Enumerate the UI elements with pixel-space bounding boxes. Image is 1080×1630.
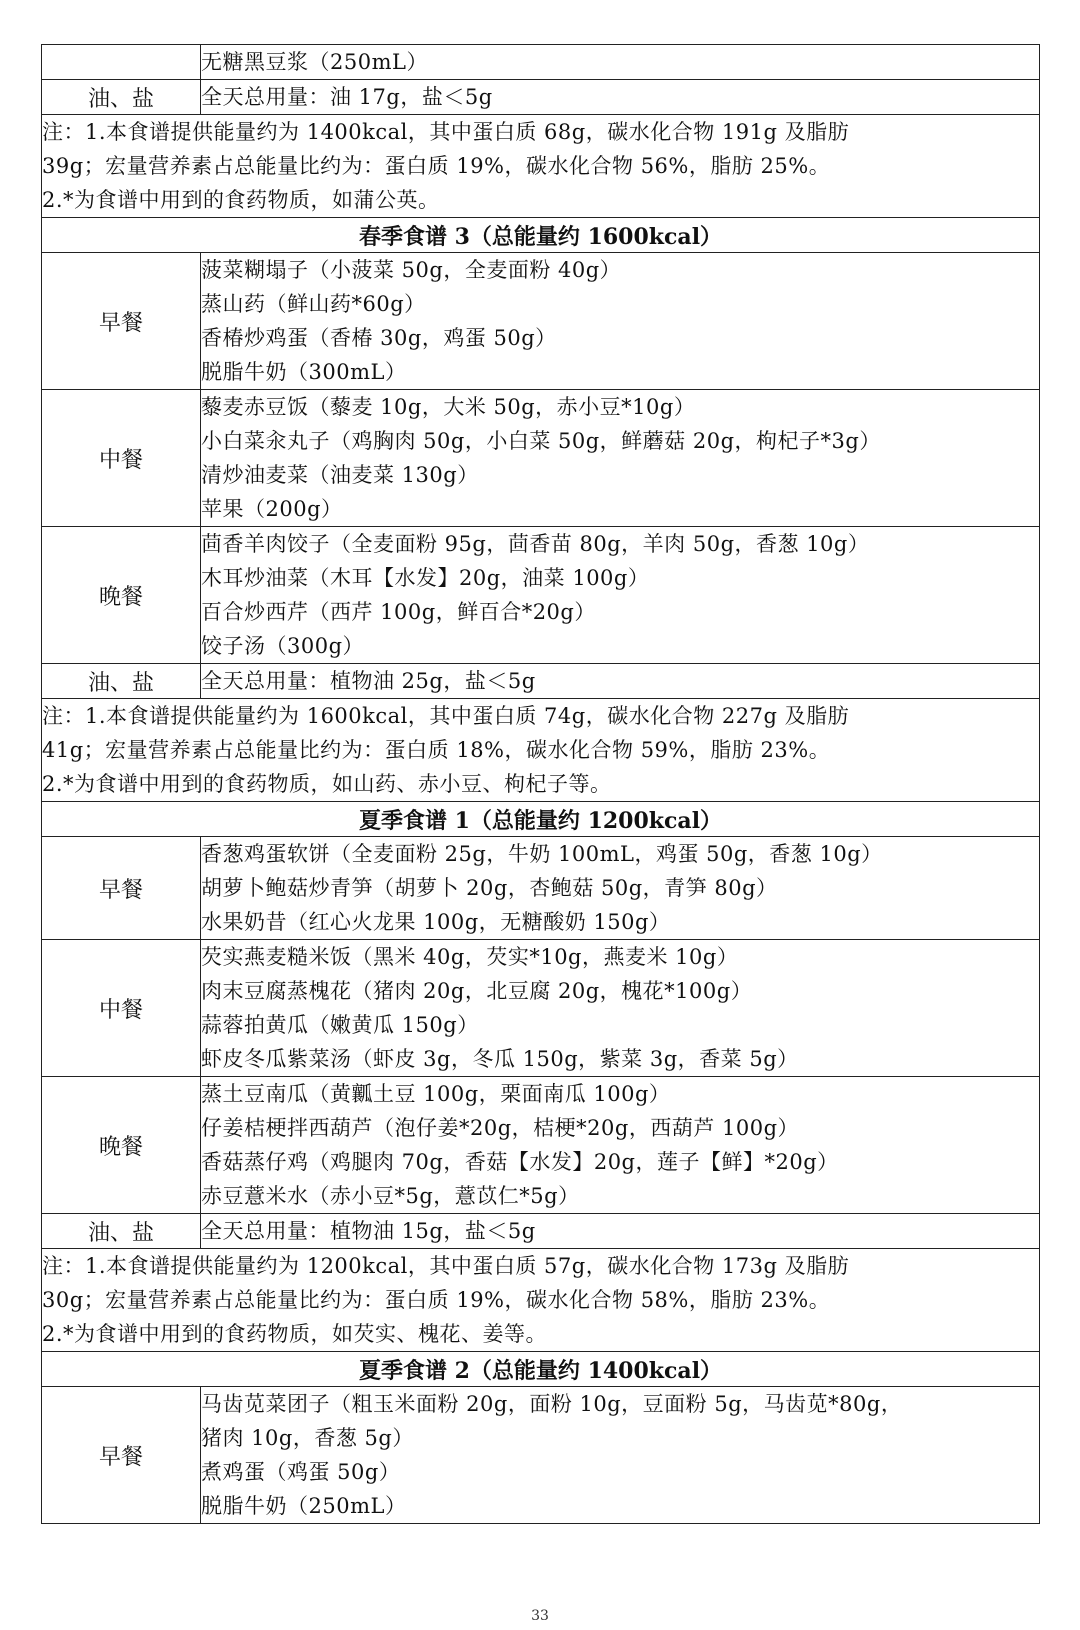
meal-label-breakfast: 早餐: [42, 1387, 201, 1524]
table-row: [42, 527, 1040, 664]
note-row: [42, 1249, 1040, 1352]
section-header-row: [42, 218, 1040, 253]
dish-line: 苹果（200g）: [201, 497, 343, 521]
recipe-table: [41, 44, 1040, 1524]
table-row: [42, 940, 1040, 1077]
table-row: [42, 1077, 1040, 1214]
note-line: 注：1.本食谱提供能量约为 1600kcal，其中蛋白质 74g，碳水化合物 227g 及脂肪: [42, 704, 850, 728]
note-row: [42, 115, 1040, 218]
note-cell: [42, 1249, 1040, 1352]
dish-line: 茴香羊肉饺子（全麦面粉 95g，茴香苗 80g，羊肉 50g，香葱 10g）: [201, 532, 870, 556]
meal-label-lunch: 中餐: [42, 390, 201, 527]
meal-label-breakfast: 早餐: [42, 837, 201, 940]
dish-line: 全天总用量：植物油 15g，盐＜5g: [201, 1219, 536, 1243]
section-header: 夏季食谱 2（总能量约 1400kcal）: [42, 1352, 1040, 1387]
dish-line: 菠菜糊塌子（小菠菜 50g，全麦面粉 40g）: [201, 258, 622, 282]
table-row: [42, 45, 1040, 80]
note-cell: [42, 699, 1040, 802]
meal-label-dinner: 晚餐: [42, 527, 201, 664]
table-row: [42, 837, 1040, 940]
dish-line: 小白菜汆丸子（鸡胸肉 50g，小白菜 50g，鲜蘑菇 20g，枸杞子*3g）: [201, 429, 881, 453]
row-content: [201, 837, 1040, 940]
table-row: [42, 664, 1040, 699]
row-content: [201, 664, 1040, 699]
dish-line: 香椿炒鸡蛋（香椿 30g，鸡蛋 50g）: [201, 326, 557, 350]
section-header: 春季食谱 3（总能量约 1600kcal）: [42, 218, 1040, 253]
dish-line: 水果奶昔（红心火龙果 100g，无糖酸奶 150g）: [201, 910, 671, 934]
row-content: [201, 253, 1040, 390]
row-content: [201, 1387, 1040, 1524]
note-line: 2.*为食谱中用到的食药物质，如芡实、槐花、姜等。: [42, 1322, 548, 1346]
dish-line: 蒸山药（鲜山药*60g）: [201, 292, 426, 316]
dish-line: 仔姜桔梗拌西葫芦（泡仔姜*20g，桔梗*20g，西葫芦 100g）: [201, 1116, 800, 1140]
dish-line: 脱脂牛奶（250mL）: [201, 1494, 407, 1518]
dish-line: 无糖黑豆浆（250mL）: [201, 50, 428, 74]
table-row: [42, 253, 1040, 390]
dish-line: 蒜蓉拍黄瓜（嫩黄瓜 150g）: [201, 1013, 479, 1037]
dish-line: 木耳炒油菜（木耳【水发】20g，油菜 100g）: [201, 566, 650, 590]
dish-line: 虾皮冬瓜紫菜汤（虾皮 3g，冬瓜 150g，紫菜 3g，香菜 5g）: [201, 1047, 799, 1071]
dish-line: 赤豆薏米水（赤小豆*5g，薏苡仁*5g）: [201, 1184, 580, 1208]
dish-line: 煮鸡蛋（鸡蛋 50g）: [201, 1460, 401, 1484]
note-line: 39g；宏量营养素占总能量比约为：蛋白质 19%，碳水化合物 56%，脂肪 25%。: [42, 154, 831, 178]
table-row: [42, 1387, 1040, 1524]
row-label: 油、盐: [42, 80, 201, 115]
row-content: [201, 940, 1040, 1077]
row-content: [201, 1214, 1040, 1249]
dish-line: 饺子汤（300g）: [201, 634, 365, 658]
dish-line: 香葱鸡蛋软饼（全麦面粉 25g，牛奶 100mL，鸡蛋 50g，香葱 10g）: [201, 842, 883, 866]
meal-label-breakfast: 早餐: [42, 253, 201, 390]
table-row: [42, 390, 1040, 527]
section-header-row: [42, 802, 1040, 837]
note-row: [42, 699, 1040, 802]
dish-line: 马齿苋菜团子（粗玉米面粉 20g，面粉 10g，豆面粉 5g，马齿苋*80g，: [201, 1392, 903, 1416]
dish-line: 全天总用量：油 17g，盐＜5g: [201, 85, 493, 109]
note-line: 41g；宏量营养素占总能量比约为：蛋白质 18%，碳水化合物 59%，脂肪 23%。: [42, 738, 831, 762]
meal-label-dinner: 晚餐: [42, 1077, 201, 1214]
note-line: 2.*为食谱中用到的食药物质，如蒲公英。: [42, 188, 440, 212]
note-line: 2.*为食谱中用到的食药物质，如山药、赤小豆、枸杞子等。: [42, 772, 612, 796]
row-content: [201, 80, 1040, 115]
table-row: [42, 80, 1040, 115]
row-content: [201, 527, 1040, 664]
dish-line: 清炒油麦菜（油麦菜 130g）: [201, 463, 479, 487]
page-number: 33: [531, 1608, 549, 1624]
dish-line: 脱脂牛奶（300mL）: [201, 360, 407, 384]
meal-label-oil-salt: 油、盐: [42, 1214, 201, 1249]
meal-label-lunch: 中餐: [42, 940, 201, 1077]
dish-line: 芡实燕麦糙米饭（黑米 40g，芡实*10g，燕麦米 10g）: [201, 945, 739, 969]
table-row: [42, 1214, 1040, 1249]
row-label: [42, 45, 201, 80]
dish-line: 藜麦赤豆饭（藜麦 10g，大米 50g，赤小豆*10g）: [201, 395, 696, 419]
section-header-row: [42, 1352, 1040, 1387]
dish-line: 胡萝卜鲍菇炒青笋（胡萝卜 20g，杏鲍菇 50g，青笋 80g）: [201, 876, 778, 900]
row-content: [201, 1077, 1040, 1214]
dish-line: 全天总用量：植物油 25g，盐＜5g: [201, 669, 536, 693]
section-header: 夏季食谱 1（总能量约 1200kcal）: [42, 802, 1040, 837]
dish-line: 香菇蒸仔鸡（鸡腿肉 70g，香菇【水发】20g，莲子【鲜】*20g）: [201, 1150, 839, 1174]
row-content: [201, 390, 1040, 527]
dish-line: 猪肉 10g，香葱 5g）: [201, 1426, 414, 1450]
dish-line: 蒸土豆南瓜（黄瓤土豆 100g，栗面南瓜 100g）: [201, 1082, 671, 1106]
row-content: [201, 45, 1040, 80]
note-line: 注：1.本食谱提供能量约为 1400kcal，其中蛋白质 68g，碳水化合物 191g 及脂肪: [42, 120, 850, 144]
dish-line: 肉末豆腐蒸槐花（猪肉 20g，北豆腐 20g，槐花*100g）: [201, 979, 753, 1003]
meal-label-oil-salt: 油、盐: [42, 664, 201, 699]
note-line: 30g；宏量营养素占总能量比约为：蛋白质 19%，碳水化合物 58%，脂肪 23%。: [42, 1288, 831, 1312]
note-line: 注：1.本食谱提供能量约为 1200kcal，其中蛋白质 57g，碳水化合物 173g 及脂肪: [42, 1254, 850, 1278]
note-cell: [42, 115, 1040, 218]
dish-line: 百合炒西芹（西芹 100g，鲜百合*20g）: [201, 600, 596, 624]
